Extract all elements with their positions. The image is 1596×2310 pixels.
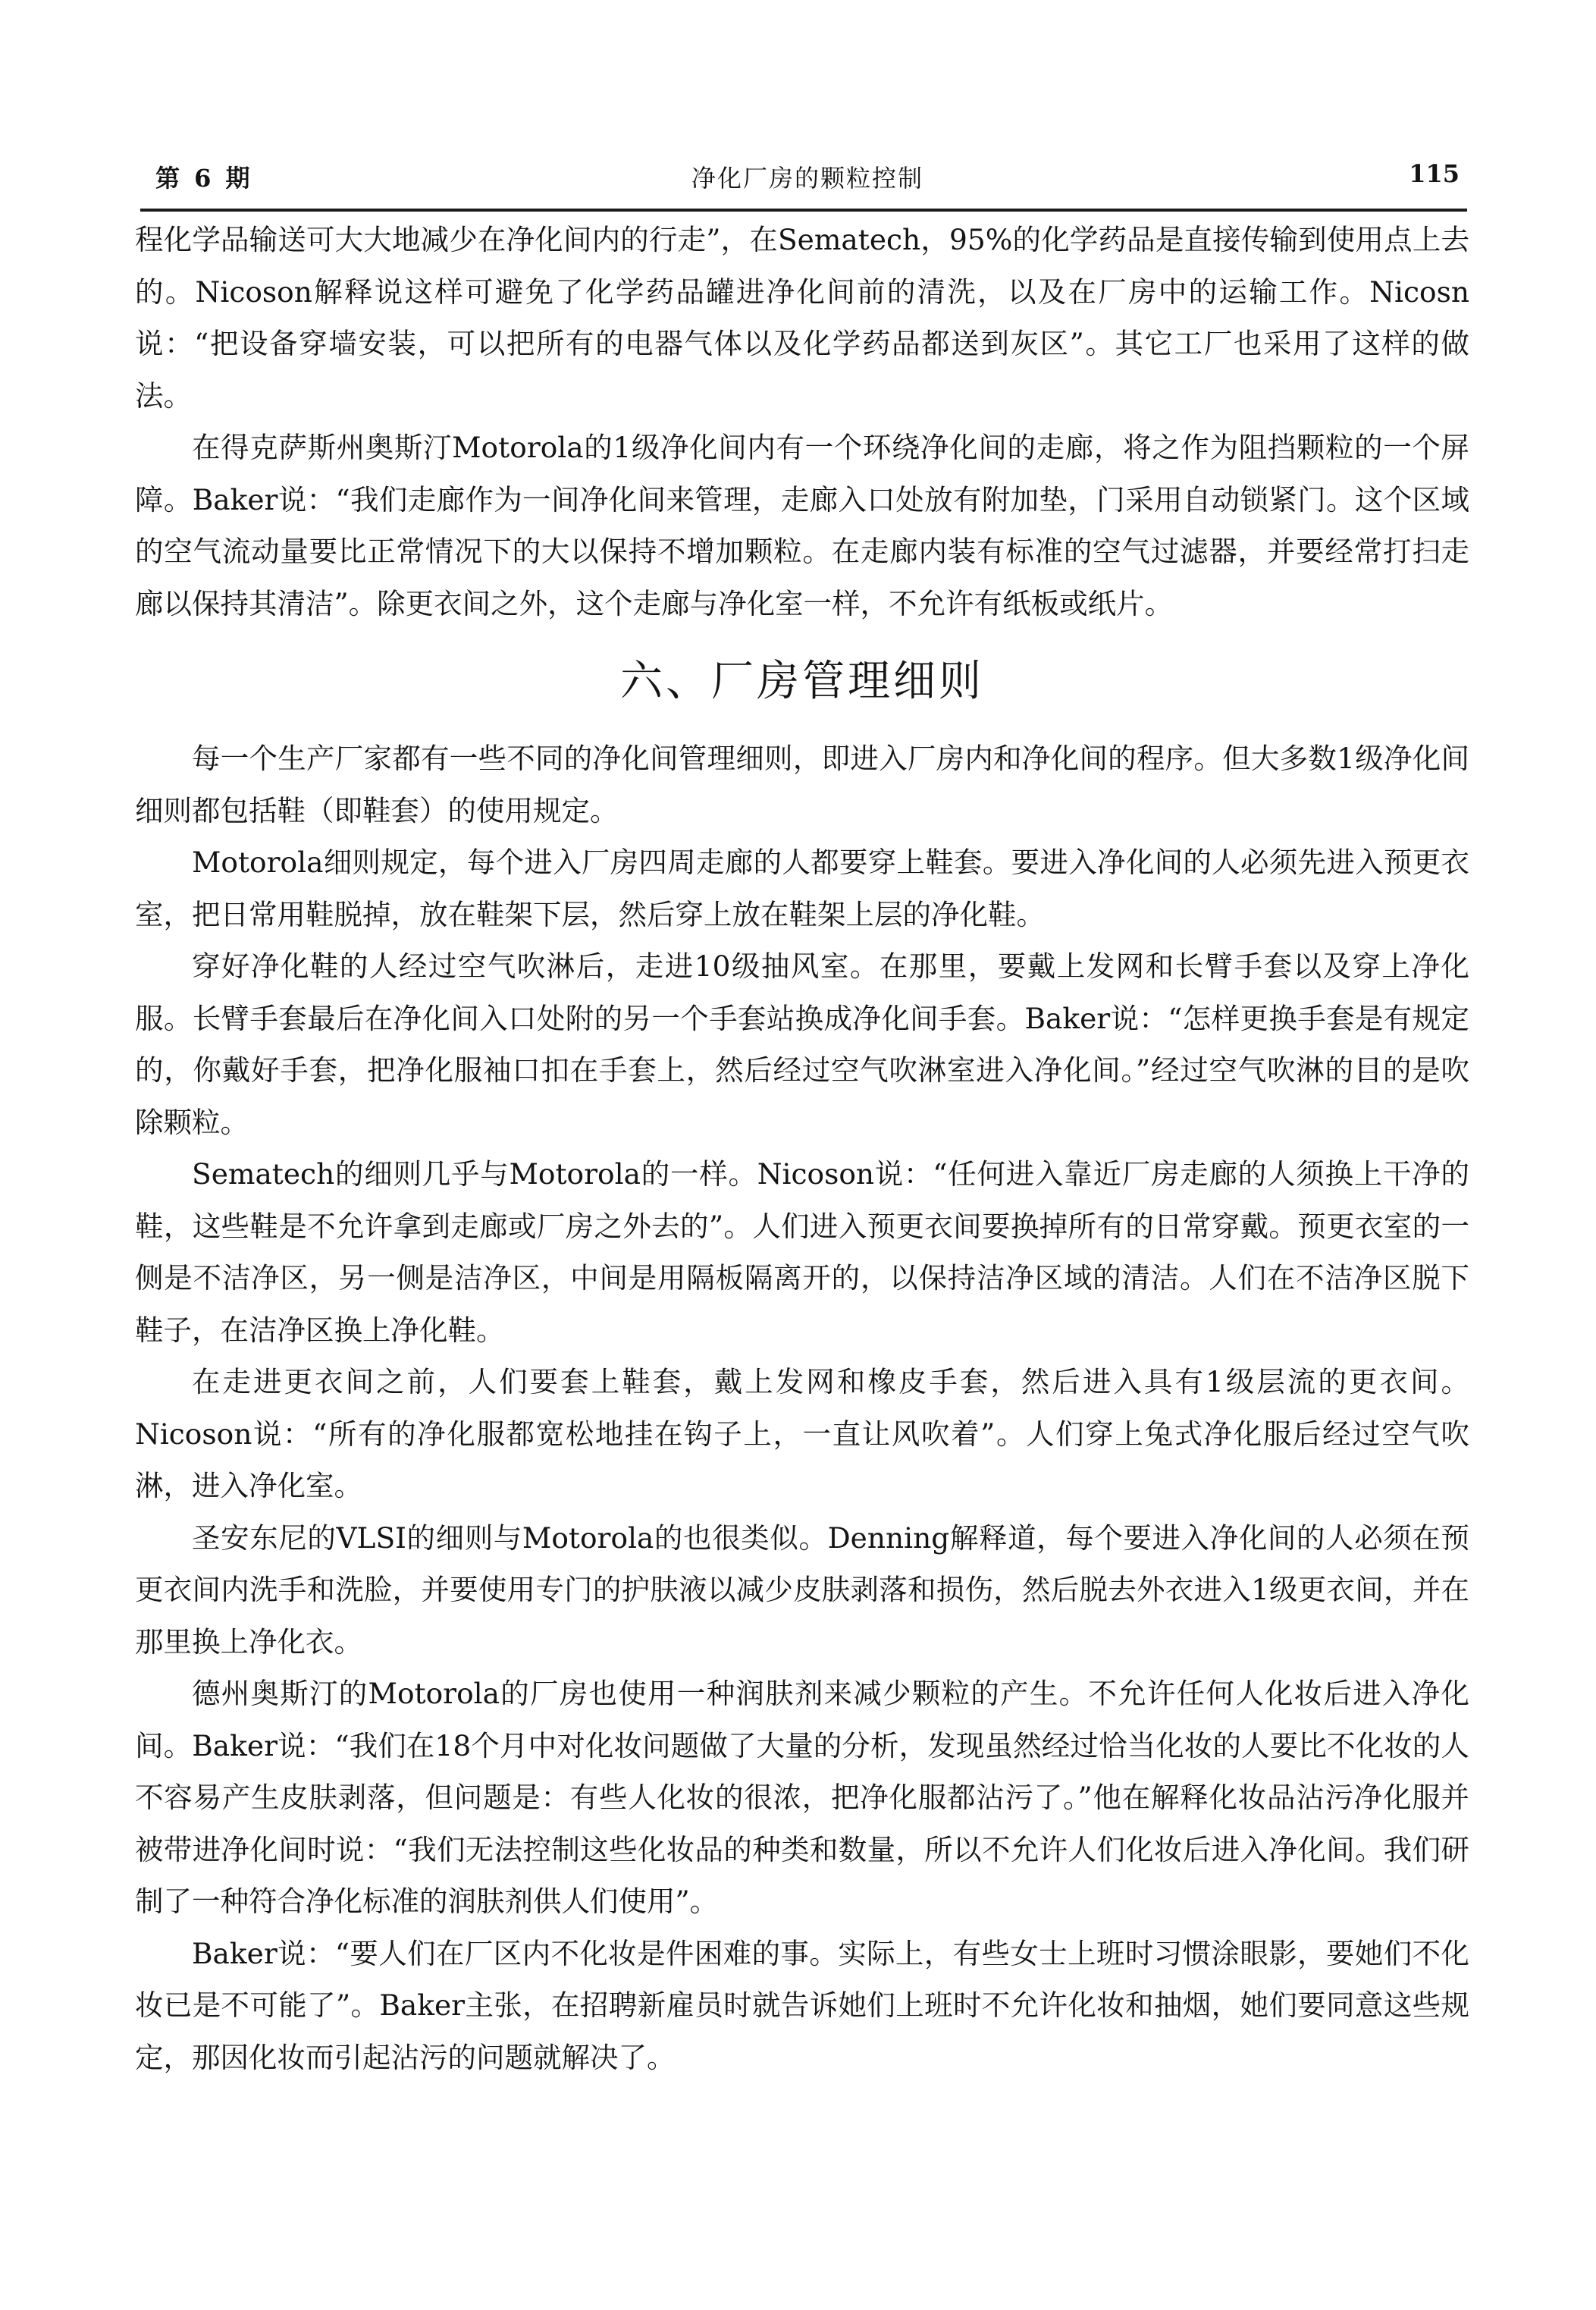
paragraph: 每一个生产厂家都有一些不同的净化间管理细则，即进入厂房内和净化间的程序。但大多数1级净化间细则都包括鞋（即鞋套）的使用规定。 <box>135 742 1469 827</box>
paragraphs-after-section <box>135 733 1469 2083</box>
issue-number: 第 6 期 <box>155 164 253 193</box>
paragraph: 德州奥斯汀的Motorola的厂房也使用一种润肤剂来减少颗粒的产生。不允许任何人化妆后进入净化间。Baker说：“我们在18个月中对化妆问题做了大量的分析，发现虽然经过恰当化妆的人要比不化妆的人不容易产生皮肤剥落，但问题是：有些人化妆的很浓，把净化服都沾污了。”他在解释化妆品沾污净化服并被带进净化间时说：“我们无法控制这些化妆品的种类和数量，所以不允许人们化妆后进入净化间。我们研制了一种符合净化标准的润肤剂供人们使用”。 <box>135 1677 1469 1918</box>
running-title: 净化厂房的颗粒控制 <box>691 164 923 193</box>
paragraph: 在走进更衣间之前，人们要套上鞋套，戴上发网和橡皮手套，然后进入具有1级层流的更衣间。Nicoson说：“所有的净化服都宽松地挂在钩子上，一直让风吹着”。人们穿上兔式净化服后经过空气吹淋，进入净化室。 <box>135 1365 1469 1502</box>
paragraph: 圣安东尼的VLSI的细则与Motorola的也很类似。Denning解释道，每个要进入净化间的人必须在预更衣间内洗手和洗脸，并要使用专门的护肤液以减少皮肤剥落和损伤，然后脱去外衣进入1级更衣间，并在那里换上净化衣。 <box>135 1521 1469 1659</box>
page-number: 115 <box>1409 159 1460 188</box>
paragraphs-before-section <box>135 214 1469 629</box>
paragraph: 穿好净化鞋的人经过空气吹淋后，走进10级抽风室。在那里，要戴上发网和长臂手套以及穿上净化服。长臂手套最后在净化间入口处附的另一个手套站换成净化间手套。Baker说：“怎样更换手套是有规定的，你戴好手套，把净化服袖口扣在手套上，然后经过空气吹淋室进入净化间。”经过空气吹淋的目的是吹除颗粒。 <box>135 949 1469 1139</box>
paragraph: Sematech的细则几乎与Motorola的一样。Nicoson说：“任何进入靠近厂房走廊的人须换上干净的鞋，这些鞋是不允许拿到走廊或厂房之外去的”。人们进入预更衣间要换掉所有的日常穿戴。预更衣室的一侧是不洁净区，另一侧是洁净区，中间是用隔板隔离开的，以保持洁净区域的清洁。人们在不洁净区脱下鞋子，在洁净区换上净化鞋。 <box>135 1157 1469 1347</box>
paragraph: Motorola细则规定，每个进入厂房四周走廊的人都要穿上鞋套。要进入净化间的人必须先进入预更衣室，把日常用鞋脱掉，放在鞋架下层，然后穿上放在鞋架上层的净化鞋。 <box>135 846 1469 931</box>
paragraph: Baker说：“要人们在厂区内不化妆是件困难的事。实际上，有些女士上班时习惯涂眼影，要她们不化妆已是不可能了”。Baker主张，在招聘新雇员时就告诉她们上班时不允许化妆和抽烟，她们要同意这些规定，那因化妆而引起沾污的问题就解决了。 <box>135 1936 1469 2074</box>
paragraph: 在得克萨斯州奥斯汀Motorola的1级净化间内有一个环绕净化间的走廊，将之作为阻挡颗粒的一个屏障。Baker说：“我们走廊作为一间净化间来管理，走廊入口处放有附加垫，门采用自动锁紧门。这个区域的空气流动量要比正常情况下的大以保持不增加颗粒。在走廊内装有标准的空气过滤器，并要经常打扫走廊以保持其清洁”。除更衣间之外，这个走廊与净化室一样，不允许有纸板或纸片。 <box>135 431 1469 620</box>
paragraph: 程化学品输送可大大地减少在净化间内的行走”，在Sematech，95%的化学药品是直接传输到使用点上去的。Nicoson解释说这样可避免了化学药品罐进净化间前的清洗，以及在厂房中的运输工作。Nicosn说：“把设备穿墙安装，可以把所有的电器气体以及化学药品都送到灰区”。其它工厂也采用了这样的做法。 <box>135 223 1469 413</box>
article-body <box>135 214 1469 2083</box>
header-rule <box>140 209 1467 212</box>
section-heading: 六、厂房管理细则 <box>620 657 984 706</box>
running-header <box>155 153 1460 199</box>
